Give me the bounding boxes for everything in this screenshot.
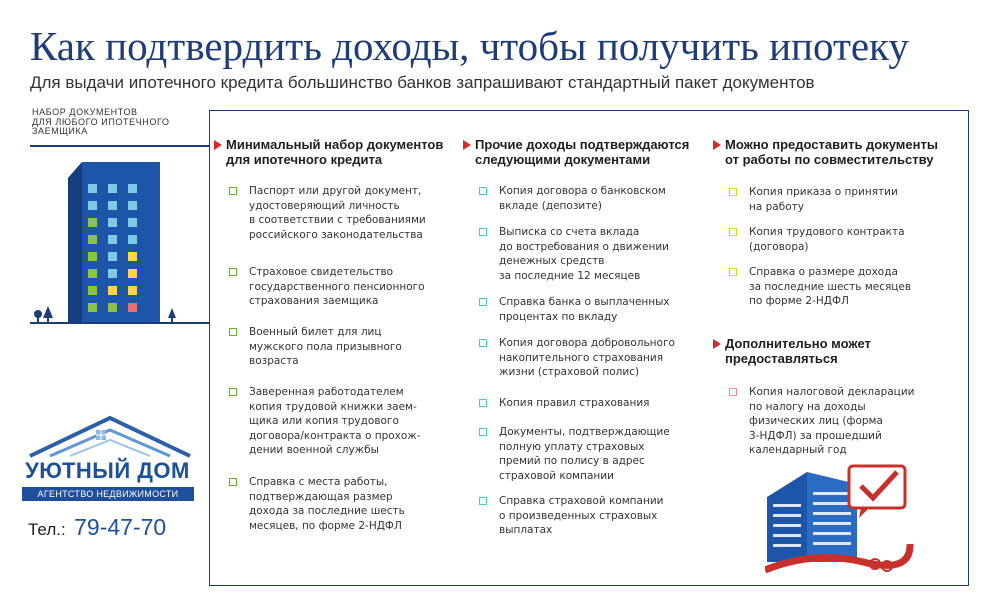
building-window	[108, 184, 117, 193]
list-item: Справка с места работы, подтверждающая размер дохода за последние шесть месяцев, по форме 2-НДФЛ	[229, 475, 405, 533]
list-item: Справка о размере дохода за последние шесть месяцев по форме 2-НДФЛ	[729, 265, 911, 309]
yellow-checkbox-icon	[729, 268, 737, 276]
building-window	[128, 252, 137, 261]
column-heading: Минимальный набор документов для ипотечного кредита	[214, 137, 443, 167]
list-item: Копия правил страхования	[479, 396, 650, 411]
list-item: Копия приказа о принятии на работу	[729, 185, 898, 214]
building-window	[88, 252, 97, 261]
cyan-checkbox-icon	[479, 187, 487, 195]
column-part-time-work	[713, 137, 938, 167]
house-logo-icon	[20, 412, 200, 460]
building-window	[128, 201, 137, 210]
list-item: Военный билет для лиц мужского пола призывного возраста	[229, 325, 402, 369]
list-item: Документы, подтверждающие полную уплату страховых премий по полису в адрес страховой компании	[479, 425, 670, 483]
column-heading: Дополнительно может предоставляться	[713, 336, 871, 366]
building-window	[128, 235, 137, 244]
kit-label-line: ДЛЯ ЛЮБОГО ИПОТЕЧНОГО	[32, 116, 170, 127]
contact-phone	[28, 514, 166, 541]
building-window	[88, 269, 97, 278]
logo-name: УЮТНЫЙ ДОМ	[25, 458, 190, 483]
kit-label	[32, 108, 212, 137]
red-arrow-icon	[713, 339, 721, 349]
column-other-income	[463, 137, 689, 167]
cyan-checkbox-icon	[479, 497, 487, 505]
green-checkbox-icon	[229, 388, 237, 396]
cyan-checkbox-icon	[479, 428, 487, 436]
kit-label-line: НАБОР ДОКУМЕНТОВ	[32, 107, 138, 117]
pink-checkbox-icon	[729, 388, 737, 396]
office-checkmark-illustration	[765, 462, 915, 577]
list-item: Выписка со счета вклада до востребования о движении денежных средств за последние 12 месяцев	[479, 225, 669, 283]
building-window	[88, 184, 97, 193]
yellow-checkbox-icon	[729, 228, 737, 236]
phone-number[interactable]: 79-47-70	[74, 514, 167, 540]
list-item: Копия налоговой декларации по налогу на доходы физических лиц (форма 3-НДФЛ) за прошедший календарный год	[729, 385, 914, 458]
list-item: Копия договора о банковском вкладе (депозите)	[479, 184, 666, 213]
building-window	[128, 286, 137, 295]
column-minimal-set	[214, 137, 443, 167]
green-checkbox-icon	[229, 328, 237, 336]
green-checkbox-icon	[229, 187, 237, 195]
building-window	[108, 303, 117, 312]
building-window	[88, 235, 97, 244]
building-illustration	[30, 150, 210, 330]
building-window	[108, 286, 117, 295]
building-window	[108, 235, 117, 244]
building-window	[88, 218, 97, 227]
column-additional	[713, 336, 871, 366]
building-window	[108, 201, 117, 210]
logo-tagline: АГЕНТСТВО НЕДВИЖИМОСТИ	[22, 487, 194, 501]
green-checkbox-icon	[229, 268, 237, 276]
cyan-checkbox-icon	[479, 339, 487, 347]
building-window	[88, 201, 97, 210]
building-window	[128, 218, 137, 227]
building-window	[88, 303, 97, 312]
building-window	[108, 252, 117, 261]
list-item: Справка банка о выплаченных процентах по вкладу	[479, 295, 670, 324]
cyan-checkbox-icon	[479, 228, 487, 236]
list-item: Копия договора добровольного накопительного страхования жизни (страховой полис)	[479, 336, 675, 380]
red-arrow-icon	[214, 140, 222, 150]
building-window	[128, 269, 137, 278]
red-arrow-icon	[463, 140, 471, 150]
building-window	[128, 184, 137, 193]
column-heading: Прочие доходы подтверждаются следующими документами	[463, 137, 689, 167]
page-title: Как подтвердить доходы, чтобы получить ипотеку	[30, 23, 909, 69]
yellow-checkbox-icon	[729, 188, 737, 196]
red-arrow-icon	[713, 140, 721, 150]
list-item: Страховое свидетельство государственного пенсионного страхования заемщика	[229, 265, 425, 309]
list-item: Копия трудового контракта (договора)	[729, 225, 905, 254]
cyan-checkbox-icon	[479, 399, 487, 407]
list-item: Заверенная работодателем копия трудовой книжки заем- щика или копия трудового договора/контракта о прохож- дении военной службы	[229, 385, 421, 458]
phone-label: Тел.:	[28, 520, 66, 539]
column-heading: Можно предоставить документы от работы по совместительству	[713, 137, 938, 167]
building-window	[108, 218, 117, 227]
list-item: Паспорт или другой документ, удостоверяющий личность в соответствии с требованиями российского законодательства	[229, 184, 426, 242]
building-window	[128, 303, 137, 312]
kit-label-line: ЗАЕМЩИКА	[32, 126, 88, 136]
building-window	[88, 286, 97, 295]
building-window	[108, 269, 117, 278]
kit-connector-line	[30, 145, 210, 147]
cyan-checkbox-icon	[479, 298, 487, 306]
list-item: Справка страховой компании о произведенных страховых выплатах	[479, 494, 664, 538]
page-subtitle: Для выдачи ипотечного кредита большинство банков запрашивают стандартный пакет документов	[30, 73, 815, 92]
green-checkbox-icon	[229, 478, 237, 486]
